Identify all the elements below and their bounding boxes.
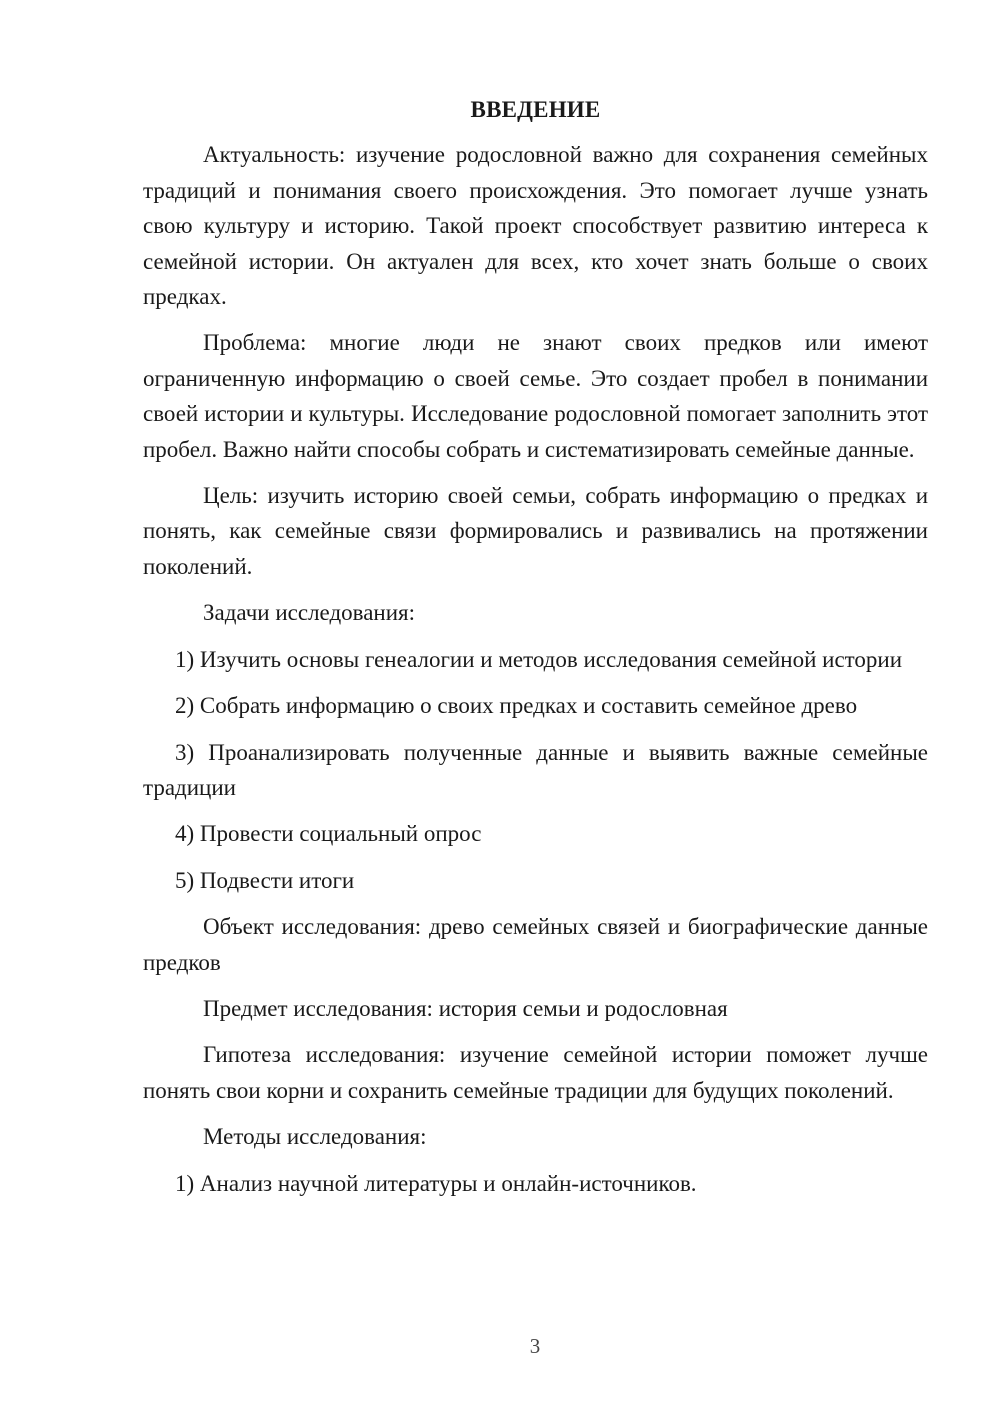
task-item-1: 1) Изучить основы генеалогии и методов исследования семейной истории [175, 646, 903, 672]
task-item-4: 4) Провести социальный опрос [175, 821, 482, 847]
page-title: ВВЕДЕНИЕ [470, 97, 601, 122]
object-paragraph: Объект исследования: древо семейных связей и биографические данные предков [143, 914, 928, 975]
task-item-3: 3) Проанализировать полученные данные и выявить важные семейные традиции [143, 739, 928, 800]
problem-paragraph: Проблема: многие люди не знают своих предков или имеют ограниченную информацию о своей семье. Это создает пробел в понимании своей истории и культуры. Исследование родословной помогает заполнить этот пробел. Важно найти способы собрать и систематизировать семейные данные. [143, 330, 928, 462]
hypothesis-paragraph: Гипотеза исследования: изучение семейной истории поможет лучше понять свои корни и сохранить семейные традиции для будущих поколений. [143, 1042, 928, 1103]
task-item-2: 2) Собрать информацию о своих предках и составить семейное древо [175, 693, 858, 719]
relevance-paragraph: Актуальность: изучение родословной важно для сохранения семейных традиций и понимания своего происхождения. Это помогает лучше узнать свою культуру и историю. Такой проект способствует развитию интереса к семейной истории. Он актуален для всех, кто хочет знать больше о своих предках. [143, 142, 928, 310]
tasks-heading: Задачи исследования: [203, 600, 416, 626]
methods-heading: Методы исследования: [203, 1124, 427, 1150]
task-item-5: 5) Подвести итоги [175, 867, 355, 893]
goal-paragraph: Цель: изучить историю своей семьи, собрать информацию о предках и понять, как семейные связи формировались и развивались на протяжении поколений. [143, 483, 928, 579]
subject-paragraph: Предмет исследования: история семьи и родословная [203, 995, 728, 1021]
method-item-1: 1) Анализ научной литературы и онлайн-источников. [175, 1170, 697, 1196]
page-number: 3 [529, 1334, 541, 1358]
page-content [143, 92, 928, 1212]
